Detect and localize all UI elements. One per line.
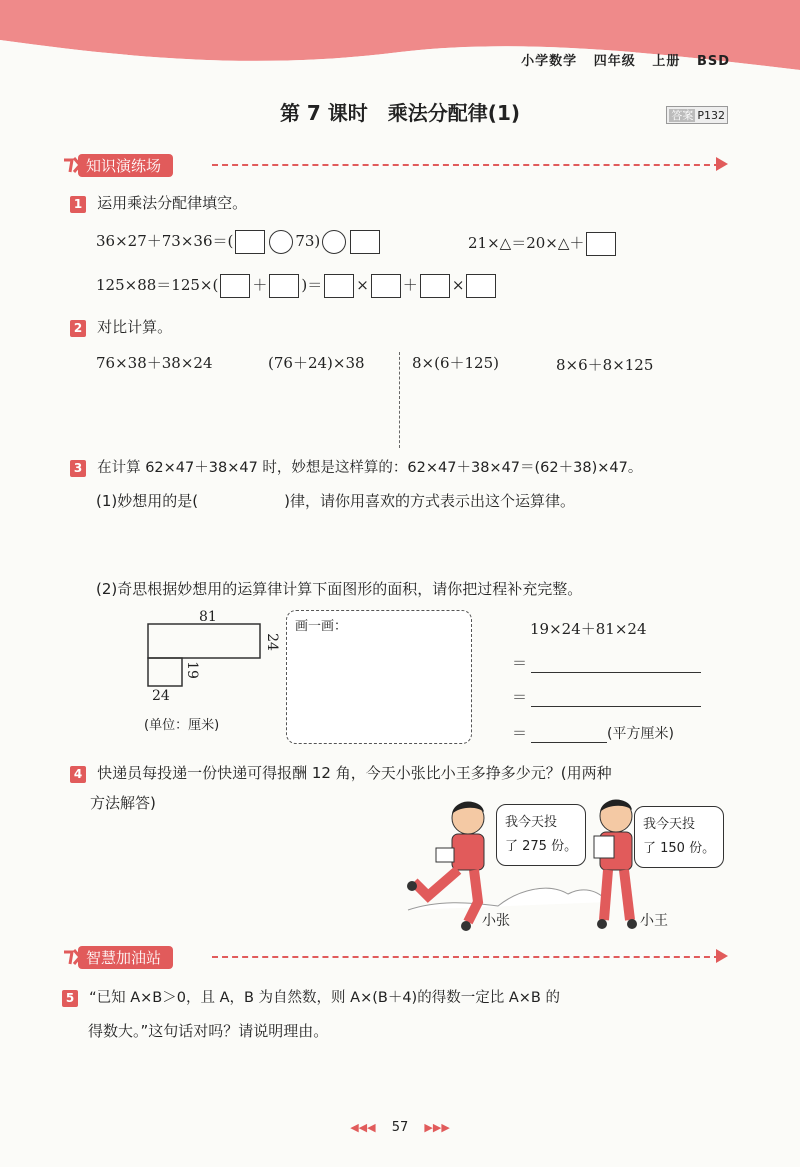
answer-reference[interactable] bbox=[666, 106, 728, 124]
compare-expr: 8×6＋8×125 bbox=[556, 356, 654, 374]
volume: 上册 bbox=[652, 54, 681, 69]
q3-sub2: (2)奇思根据妙想用的运算律计算下面图形的面积，请你把过程补充完整。 bbox=[96, 580, 583, 598]
section-header-challenge bbox=[62, 944, 742, 970]
question-1 bbox=[70, 192, 247, 213]
speech-line: 我今天投 bbox=[505, 815, 558, 830]
answer-box[interactable] bbox=[324, 274, 354, 298]
name-xiaowang: 小王 bbox=[640, 913, 668, 929]
expr-part: 36×27＋73×36＝( bbox=[96, 232, 234, 250]
compare-expr: 76×38＋38×24 bbox=[96, 354, 213, 372]
expr-part: 73) bbox=[295, 232, 321, 250]
question-3 bbox=[70, 456, 770, 477]
question-number: 2 bbox=[70, 320, 86, 337]
operator: × bbox=[356, 276, 369, 294]
answer-box[interactable] bbox=[586, 232, 616, 256]
compare-expr: 8×(6＋125) bbox=[412, 354, 499, 372]
label-inner: 19 bbox=[183, 661, 200, 679]
answer-circle[interactable] bbox=[269, 230, 293, 254]
drawing-area[interactable] bbox=[286, 610, 472, 744]
question-number: 1 bbox=[70, 196, 86, 213]
calc-line-3 bbox=[512, 722, 674, 743]
section-arrow-icon bbox=[716, 157, 728, 171]
speech-line: 我今天投 bbox=[643, 817, 696, 832]
sub-text: )律，请你用喜欢的方式表示出这个运算律。 bbox=[284, 492, 575, 510]
area-unit: (平方厘米) bbox=[607, 726, 674, 742]
expr-part: 125×88＝125×( bbox=[96, 276, 219, 294]
q1-line2 bbox=[96, 274, 498, 298]
compare-expr: (76＋24)×38 bbox=[268, 354, 365, 372]
question-number: 3 bbox=[70, 460, 86, 477]
page-number: 57 bbox=[391, 1120, 409, 1135]
speech-line: 了 275 份。 bbox=[505, 839, 578, 854]
question-text: 快递员每投递一份快递可得报酬 12 角，今天小张比小王多挣多少元？(用两种 bbox=[97, 764, 612, 782]
calc-line-1 bbox=[512, 652, 701, 673]
label-right: 24 bbox=[263, 633, 280, 651]
unit-note: (单位：厘米) bbox=[144, 718, 220, 733]
q3-sub1 bbox=[96, 490, 575, 511]
question-text: 在计算 62×47＋38×47 时，妙想是这样算的：62×47＋38×47＝(62＋38)×47。 bbox=[97, 460, 643, 476]
q1-line1-right bbox=[468, 232, 618, 256]
right-arrows-icon: ▶▶▶ bbox=[424, 1121, 450, 1134]
answer-label: 答案 bbox=[671, 109, 694, 122]
left-arrows-icon: ◀◀◀ bbox=[350, 1121, 376, 1134]
page-footer bbox=[0, 1120, 800, 1135]
calc-expr: 19×24＋81×24 bbox=[530, 620, 647, 638]
edition: BSD bbox=[696, 54, 730, 69]
label-top: 81 bbox=[199, 609, 217, 625]
name-xiaozhang: 小张 bbox=[482, 913, 510, 929]
q1-line1-left bbox=[96, 230, 382, 254]
expr-part: )＝ bbox=[301, 276, 323, 294]
answer-box[interactable] bbox=[350, 230, 380, 254]
section-divider bbox=[212, 956, 720, 958]
speech-bubble-xiaozhang bbox=[496, 804, 586, 866]
question-number: 4 bbox=[70, 766, 86, 783]
answer-box[interactable] bbox=[466, 274, 496, 298]
question-5 bbox=[62, 986, 782, 1007]
answer-box[interactable] bbox=[269, 274, 299, 298]
answer-box[interactable] bbox=[235, 230, 265, 254]
question-text-cont: 得数大。”这句话对吗？请说明理由。 bbox=[88, 1022, 329, 1040]
divider bbox=[399, 352, 400, 448]
label-bottom: 24 bbox=[152, 688, 170, 704]
operator: × bbox=[451, 276, 465, 294]
grade: 四年级 bbox=[593, 54, 636, 69]
section-arrow-icon bbox=[716, 949, 728, 963]
section-title: 智慧加油站 bbox=[78, 946, 173, 969]
question-4 bbox=[70, 762, 770, 783]
speech-line: 了 150 份。 bbox=[643, 841, 716, 856]
sub-text: (1)妙想用的是( bbox=[96, 492, 199, 510]
answer-line[interactable] bbox=[531, 706, 701, 707]
answer-box[interactable] bbox=[220, 274, 250, 298]
equals: ＝ bbox=[512, 688, 528, 706]
question-text: 对比计算。 bbox=[97, 318, 173, 336]
answer-box[interactable] bbox=[371, 274, 401, 298]
section-title: 知识演练场 bbox=[78, 154, 173, 177]
header-meta bbox=[521, 50, 730, 69]
speech-bubble-xiaowang bbox=[634, 806, 724, 868]
page-title: 第 7 课时 乘法分配律(1) bbox=[279, 101, 521, 125]
equals: ＝ bbox=[512, 654, 528, 672]
question-text: “已知 A×B＞0，且 A，B 为自然数，则 A×(B＋4)的得数一定比 A×B 的 bbox=[89, 990, 560, 1006]
section-divider bbox=[212, 164, 720, 166]
operator: ＋ bbox=[252, 276, 268, 294]
answer-line[interactable] bbox=[531, 672, 701, 673]
question-text: 运用乘法分配律填空。 bbox=[97, 194, 248, 212]
question-number: 5 bbox=[62, 990, 78, 1007]
expr-part: 21×△＝20×△＋ bbox=[468, 234, 585, 252]
answer-line[interactable] bbox=[531, 742, 607, 743]
question-2 bbox=[70, 316, 172, 337]
operator: ＋ bbox=[402, 276, 418, 294]
equals: ＝ bbox=[512, 724, 528, 742]
answer-page: P132 bbox=[697, 109, 725, 122]
subject: 小学数学 bbox=[521, 54, 578, 69]
draw-label: 画一画： bbox=[295, 619, 348, 634]
answer-box[interactable] bbox=[420, 274, 450, 298]
question-text-cont: 方法解答) bbox=[90, 794, 156, 812]
answer-circle[interactable] bbox=[322, 230, 346, 254]
section-header-practice bbox=[62, 152, 742, 178]
calc-line-2 bbox=[512, 686, 701, 707]
